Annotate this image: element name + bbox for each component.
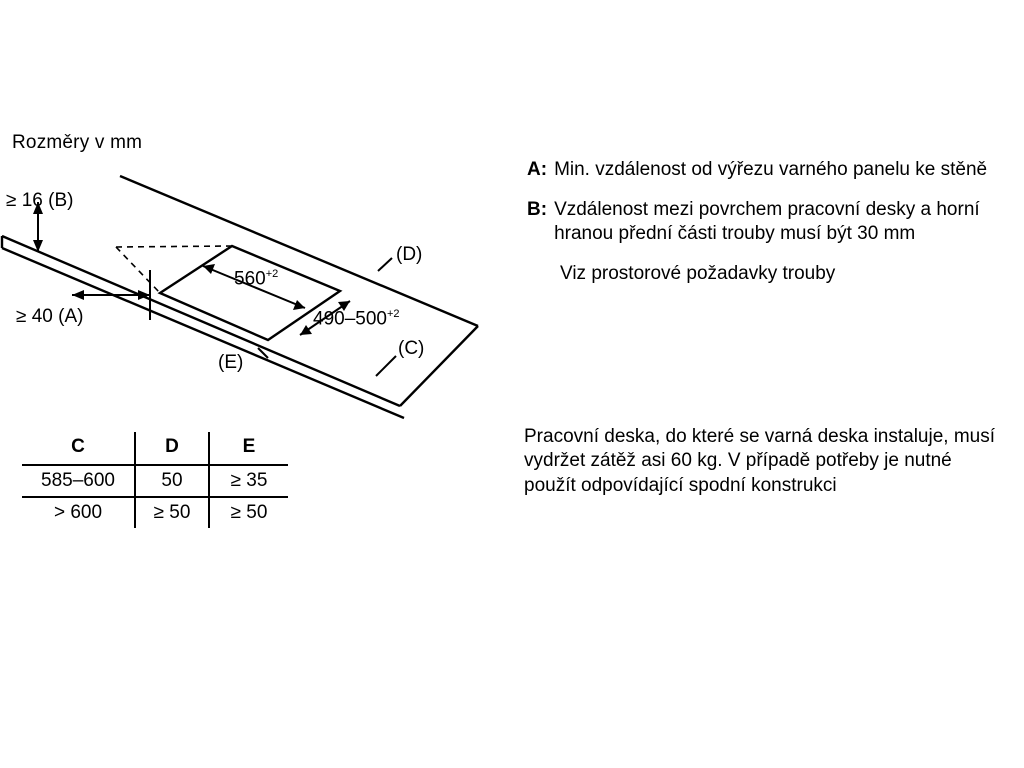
- cutout-width-value: 560: [234, 268, 266, 290]
- page-title: Rozměry v mm: [12, 132, 143, 153]
- legend-item-a: [527, 158, 997, 182]
- worktop-front-face: [2, 248, 404, 418]
- table-header-e: E: [209, 432, 288, 465]
- dimension-table: [22, 432, 288, 528]
- legend-key-a: A:: [527, 159, 548, 180]
- table-header-c: C: [22, 432, 135, 465]
- legend-note: Viz prostorové požadavky trouby: [560, 263, 836, 285]
- table-header-row: [22, 432, 288, 465]
- table-header-d: D: [135, 432, 209, 465]
- label-a-distance: ≥ 40 (A): [16, 306, 84, 327]
- label-point-c: (C): [398, 338, 425, 359]
- load-capacity-note: Pracovní deska, do které se varná deska instaluje, musí vydržet zátěž asi 60 kg. V případě potřeby je nutné použít odpovídající spodní konstrukci: [524, 426, 996, 496]
- table-cell-e: ≥ 35: [209, 465, 288, 497]
- cutout-depth-tolerance: +2: [386, 308, 400, 320]
- table-cell-d: ≥ 50: [135, 497, 209, 528]
- cutout-width-tolerance: +2: [265, 268, 279, 280]
- legend-text-b: Vzdálenost mezi povrchem pracovní desky a horní hranou přední části trouby musí být 30 mm: [554, 199, 980, 245]
- legend-block: [527, 158, 997, 287]
- table-row: [22, 465, 288, 497]
- label-point-d: (D): [396, 244, 423, 265]
- label-cutout-width: [234, 268, 278, 290]
- legend-key-b: B:: [527, 199, 548, 221]
- table-cell-e: ≥ 50: [230, 502, 268, 523]
- table-cell-c: 585–600: [22, 465, 135, 497]
- a-dimension-arrow: [72, 270, 150, 320]
- legend-item-b: [527, 198, 997, 246]
- label-cutout-depth: [313, 308, 400, 330]
- label-b-distance: ≥ 16 (B): [6, 190, 74, 211]
- installation-drawing: [0, 150, 500, 420]
- legend-text-a: Min. vzdálenost od výřezu varného panelu ke stěně: [554, 159, 988, 180]
- cutout-projection-lines: [116, 246, 232, 293]
- cutout-depth-value: 490–500: [313, 308, 387, 330]
- table-row: [22, 497, 288, 528]
- table-cell-d: 50: [135, 465, 209, 497]
- table-cell-c: > 600: [53, 502, 103, 523]
- label-point-e: (E): [218, 352, 244, 373]
